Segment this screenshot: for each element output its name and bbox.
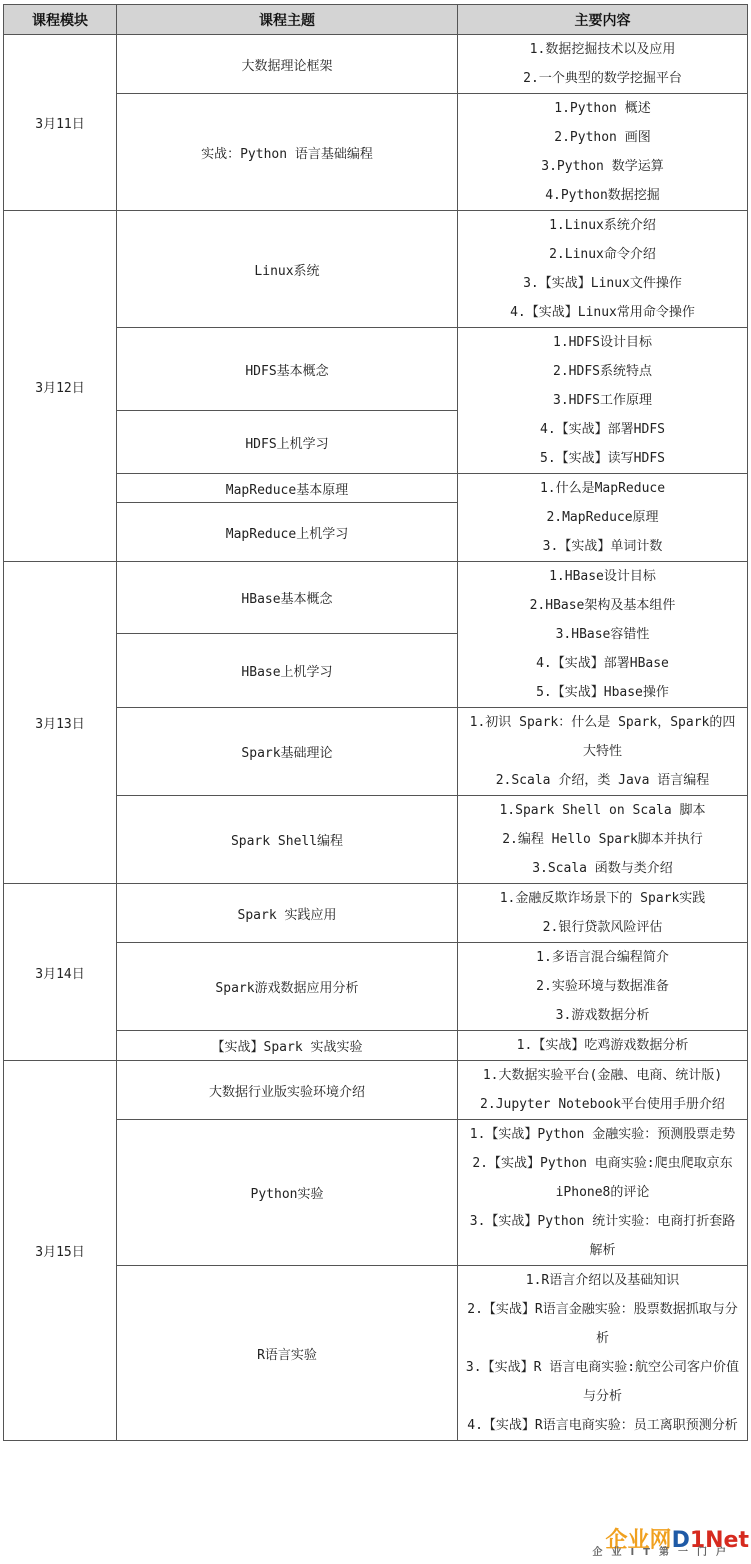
header-module: 课程模块 bbox=[4, 5, 117, 35]
content-item: 2.Python 画图 bbox=[554, 130, 651, 145]
content-item: 3.【实战】Python 统计实验：电商打折套路解析 bbox=[469, 1214, 736, 1258]
content-item: 1.Spark Shell on Scala 脚本 bbox=[499, 803, 706, 818]
content-item: 2.编程 Hello Spark脚本并执行 bbox=[502, 832, 703, 847]
content-cell bbox=[458, 884, 748, 943]
content-item: 1.金融反欺诈场景下的 Spark实践 bbox=[499, 891, 706, 906]
content-item: 2.Scala 介绍，类 Java 语言编程 bbox=[495, 773, 710, 788]
content-item: 3.【实战】Linux文件操作 bbox=[523, 276, 682, 291]
content-cell bbox=[458, 1120, 748, 1266]
header-topic: 课程主题 bbox=[117, 5, 458, 35]
header-row bbox=[4, 5, 748, 35]
content-cell bbox=[458, 943, 748, 1031]
topic-cell: HBase上机学习 bbox=[117, 634, 458, 708]
topic-cell: R语言实验 bbox=[117, 1266, 458, 1441]
topic-cell: HDFS基本概念 bbox=[117, 328, 458, 411]
table-row bbox=[4, 35, 748, 94]
site-watermark-logo bbox=[592, 1523, 749, 1558]
watermark-part-c: 1Net bbox=[689, 1528, 749, 1553]
content-item: 4.【实战】部署HBase bbox=[536, 656, 669, 671]
content-cell bbox=[458, 35, 748, 94]
content-item: 2.银行贷款风险评估 bbox=[542, 920, 663, 935]
date-cell: 3月11日 bbox=[4, 35, 117, 211]
content-item: 5.【实战】Hbase操作 bbox=[536, 685, 669, 700]
date-cell: 3月13日 bbox=[4, 562, 117, 884]
content-item: 2.HBase架构及基本组件 bbox=[529, 598, 676, 613]
content-item: 3.【实战】R 语言电商实验:航空公司客户价值与分析 bbox=[465, 1360, 740, 1404]
content-item: 1.R语言介绍以及基础知识 bbox=[525, 1273, 680, 1288]
date-cell: 3月12日 bbox=[4, 211, 117, 562]
content-item: 2.一个典型的数学挖掘平台 bbox=[523, 71, 682, 86]
table-row bbox=[4, 211, 748, 328]
header-content: 主要内容 bbox=[458, 5, 748, 35]
topic-cell: 大数据理论框架 bbox=[117, 35, 458, 94]
content-item: 3.HDFS工作原理 bbox=[553, 393, 652, 408]
content-cell bbox=[458, 708, 748, 796]
date-cell: 3月14日 bbox=[4, 884, 117, 1061]
table-row bbox=[4, 562, 748, 634]
watermark-subtitle: 企业IT第一门户 bbox=[592, 1547, 735, 1558]
content-item: 2.实验环境与数据准备 bbox=[536, 979, 669, 994]
content-cell bbox=[458, 1061, 748, 1120]
course-schedule-table bbox=[3, 4, 748, 1441]
content-cell bbox=[458, 474, 748, 562]
content-item: 1.数据挖掘技术以及应用 bbox=[529, 42, 676, 57]
content-item: 2.【实战】R语言金融实验：股票数据抓取与分析 bbox=[467, 1302, 738, 1346]
content-item: 4.【实战】部署HDFS bbox=[540, 422, 665, 437]
content-item: 3.Scala 函数与类介绍 bbox=[532, 861, 673, 876]
content-cell bbox=[458, 1031, 748, 1061]
topic-cell: 实战：Python 语言基础编程 bbox=[117, 94, 458, 211]
content-cell bbox=[458, 562, 748, 708]
topic-cell: Python实验 bbox=[117, 1120, 458, 1266]
content-item: 1.多语言混合编程简介 bbox=[536, 950, 669, 965]
content-item: 3.【实战】单词计数 bbox=[542, 539, 663, 554]
content-item: 2.【实战】Python 电商实验:爬虫爬取京东iPhone8的评论 bbox=[472, 1156, 733, 1200]
content-cell bbox=[458, 1266, 748, 1441]
content-item: 3.HBase容错性 bbox=[555, 627, 650, 642]
content-cell bbox=[458, 328, 748, 474]
watermark-part-a: 企业网 bbox=[605, 1528, 672, 1553]
topic-cell: Spark基础理论 bbox=[117, 708, 458, 796]
content-item: 4.Python数据挖掘 bbox=[545, 188, 660, 203]
content-item: 5.【实战】读写HDFS bbox=[540, 451, 665, 466]
content-item: 3.Python 数学运算 bbox=[541, 159, 664, 174]
watermark-part-b: D bbox=[671, 1528, 690, 1553]
content-item: 4.【实战】Linux常用命令操作 bbox=[510, 305, 695, 320]
content-item: 1.Linux系统介绍 bbox=[549, 218, 656, 233]
content-item: 2.HDFS系统特点 bbox=[553, 364, 652, 379]
content-cell bbox=[458, 796, 748, 884]
content-cell bbox=[458, 211, 748, 328]
content-item: 1.大数据实验平台(金融、电商、统计版) bbox=[482, 1068, 723, 1083]
content-item: 1.Python 概述 bbox=[554, 101, 651, 116]
table-row bbox=[4, 884, 748, 943]
date-cell: 3月15日 bbox=[4, 1061, 117, 1441]
content-cell bbox=[458, 94, 748, 211]
topic-cell: 大数据行业版实验环境介绍 bbox=[117, 1061, 458, 1120]
topic-cell: Spark Shell编程 bbox=[117, 796, 458, 884]
table-row bbox=[4, 1061, 748, 1120]
content-item: 1.HBase设计目标 bbox=[549, 569, 656, 584]
content-item: 4.【实战】R语言电商实验：员工离职预测分析 bbox=[467, 1418, 738, 1433]
content-item: 1.HDFS设计目标 bbox=[553, 335, 652, 350]
content-item: 1.什么是MapReduce bbox=[539, 481, 666, 496]
topic-cell: 【实战】Spark 实战实验 bbox=[117, 1031, 458, 1061]
topic-cell: MapReduce基本原理 bbox=[117, 474, 458, 503]
content-item: 1.【实战】吃鸡游戏数据分析 bbox=[516, 1038, 689, 1053]
content-item: 2.MapReduce原理 bbox=[546, 510, 659, 525]
topic-cell: HBase基本概念 bbox=[117, 562, 458, 634]
topic-cell: Spark游戏数据应用分析 bbox=[117, 943, 458, 1031]
content-item: 3.游戏数据分析 bbox=[555, 1008, 650, 1023]
content-item: 2.Jupyter Notebook平台使用手册介绍 bbox=[480, 1097, 725, 1112]
topic-cell: Spark 实践应用 bbox=[117, 884, 458, 943]
topic-cell: Linux系统 bbox=[117, 211, 458, 328]
content-item: 1.【实战】Python 金融实验：预测股票走势 bbox=[469, 1127, 736, 1142]
content-item: 1.初识 Spark：什么是 Spark，Spark的四大特性 bbox=[469, 715, 736, 759]
content-item: 2.Linux命令介绍 bbox=[549, 247, 656, 262]
topic-cell: MapReduce上机学习 bbox=[117, 503, 458, 562]
topic-cell: HDFS上机学习 bbox=[117, 411, 458, 474]
